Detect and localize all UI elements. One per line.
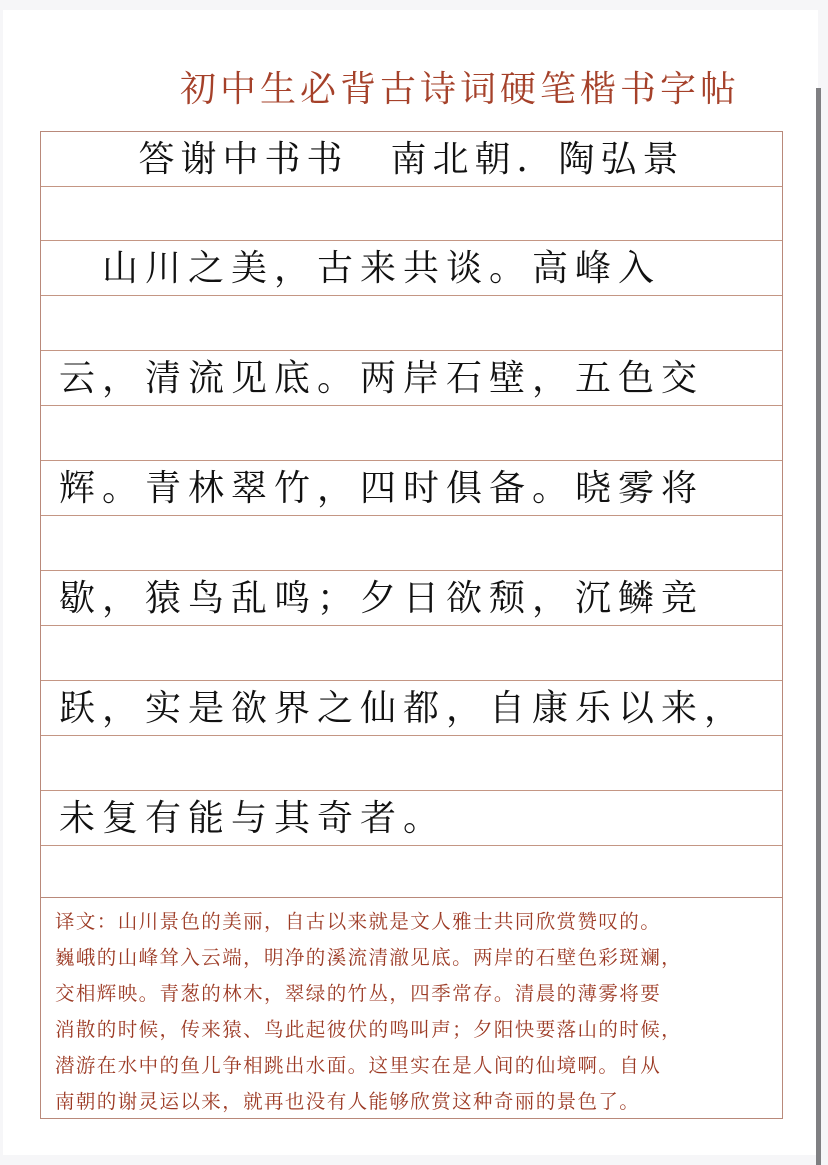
grid-row: 跃，实是欲界之仙都，自康乐以来， (41, 681, 782, 736)
translation-line: 潜游在水中的鱼儿争相跳出水面。这里实在是人间的仙境啊。自从 (55, 1054, 662, 1077)
grid-row: 山川之美，古来共谈。高峰入 (41, 241, 782, 296)
translation-box (40, 898, 783, 1119)
vertical-scrollbar[interactable] (816, 88, 821, 1165)
translation-line: 巍峨的山峰耸入云端，明净的溪流清澈见底。两岸的石壁色彩斑斓， (55, 946, 683, 969)
grid-row: 未复有能与其奇者。 (41, 791, 782, 846)
translation-line: 交相辉映。青葱的林木，翠绿的竹丛，四季常存。清晨的薄雾将要 (55, 982, 662, 1005)
grid-row (41, 406, 782, 461)
translation-line: 南朝的谢灵运以来，就再也没有人能够欣赏这种奇丽的景色了。 (55, 1090, 641, 1113)
grid-row (41, 296, 782, 351)
page-title: 初中生必背古诗词硬笔楷书字帖 (180, 69, 741, 110)
grid-row (41, 626, 782, 681)
grid-row: 歇，猿鸟乱鸣；夕日欲颓，沉鳞竞 (41, 571, 782, 626)
grid-row (41, 516, 782, 571)
grid-row: 辉。青林翠竹，四时俱备。晓雾将 (41, 461, 782, 516)
grid-row: 云，清流见底。两岸石壁，五色交 (41, 351, 782, 406)
grid-row (41, 186, 782, 241)
writing-grid (40, 131, 783, 898)
grid-row (41, 846, 782, 897)
translation-line: 消散的时候，传来猿、鸟此起彼伏的鸣叫声；夕阳快要落山的时候， (55, 1018, 683, 1041)
poem-heading: 答谢中书书 南北朝．陶弘景 (41, 132, 782, 187)
translation-line: 译文：山川景色的美丽，自古以来就是文人雅士共同欣赏赞叹的。 (55, 910, 662, 933)
grid-row (41, 736, 782, 791)
